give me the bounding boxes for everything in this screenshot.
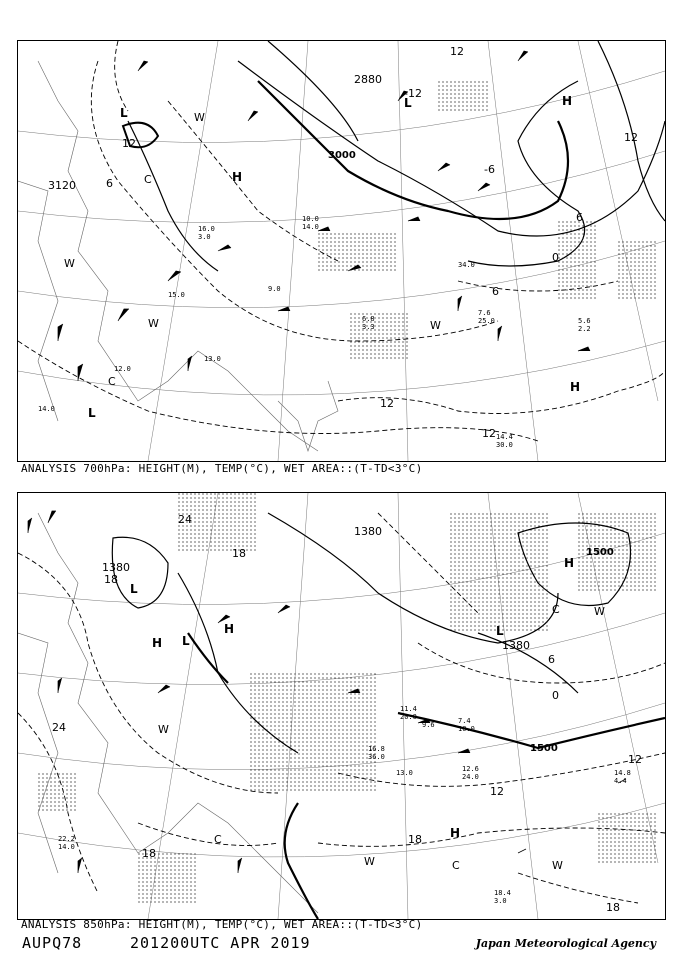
- station-value: 14.0: [58, 843, 75, 851]
- temp-label: 12: [380, 397, 394, 410]
- temp-label: 24: [52, 721, 66, 734]
- temp-label: 12: [122, 137, 136, 150]
- cold-center: C: [144, 173, 152, 186]
- map-850-canvas: [18, 493, 665, 919]
- cold-center: C: [552, 603, 560, 616]
- high-center: H: [152, 636, 163, 650]
- temp-label: 12: [490, 785, 504, 798]
- high-center: H: [232, 170, 243, 184]
- cold-center: C: [214, 833, 222, 846]
- high-center: H: [564, 556, 575, 570]
- temp-label: 6: [106, 177, 113, 190]
- station-value: 3.3: [362, 323, 375, 331]
- temp-label: 18: [408, 833, 422, 846]
- station-value: 36.0: [368, 753, 385, 761]
- station-value: 14.0: [38, 405, 55, 413]
- caption-850hpa: ANALYSIS 850hPa: HEIGHT(M), TEMP(°C), WET AREA::(T-TD<3°C): [21, 918, 423, 931]
- temp-label: 0: [552, 689, 559, 702]
- warm-center: W: [194, 111, 205, 124]
- station-value: 16.0: [198, 225, 215, 233]
- temp-label: -6: [484, 163, 495, 176]
- temp-label: 6: [548, 653, 555, 666]
- station-value: 20.0: [400, 713, 417, 721]
- warm-center: W: [158, 723, 169, 736]
- temp-label: 18: [232, 547, 246, 560]
- temp-label: 18: [104, 573, 118, 586]
- cold-center: C: [452, 859, 460, 872]
- warm-center: W: [148, 317, 159, 330]
- temp-label: 24: [178, 513, 192, 526]
- warm-center: W: [430, 319, 441, 332]
- height-label-3000: 3000: [328, 150, 356, 161]
- height-label-3120: 3120: [48, 179, 76, 192]
- temp-label: 12: [624, 131, 638, 144]
- high-center: H: [450, 826, 461, 840]
- high-center: H: [570, 380, 581, 394]
- warm-center: W: [364, 855, 375, 868]
- low-center: L: [496, 624, 504, 638]
- temp-label: 12: [450, 45, 464, 58]
- station-value: 6.8: [362, 315, 375, 323]
- station-value: 13.0: [204, 355, 221, 363]
- station-value: 14.0: [302, 223, 319, 231]
- high-center: H: [224, 622, 235, 636]
- station-value: 9.0: [268, 285, 281, 293]
- station-value: 3.0: [494, 897, 507, 905]
- station-value: 14.4: [496, 433, 513, 441]
- station-value: 9.6: [422, 721, 435, 729]
- low-center: L: [88, 406, 96, 420]
- agency-credit: Japan Meteorological Agency: [475, 937, 656, 950]
- station-value: 16.8: [368, 745, 385, 753]
- chart-code: AUPQ78: [22, 934, 83, 952]
- height-contour-bold-700: [258, 81, 568, 219]
- station-value: 4.4: [614, 777, 627, 785]
- station-value: 14.8: [614, 769, 631, 777]
- temp-label: 18: [606, 901, 620, 914]
- station-value: 12.6: [462, 765, 479, 773]
- station-value: 3.0: [198, 233, 211, 241]
- low-center: L: [182, 634, 190, 648]
- station-value: 24.0: [462, 773, 479, 781]
- station-value: 18.4: [494, 889, 511, 897]
- caption-700hpa: ANALYSIS 700hPa: HEIGHT(M), TEMP(°C), WET AREA::(T-TD<3°C): [21, 462, 423, 475]
- station-value: 10.0: [302, 215, 319, 223]
- temp-label: 6: [492, 285, 499, 298]
- low-center: L: [120, 106, 128, 120]
- analysis-700hpa-map: [17, 40, 666, 462]
- station-value: 2.2: [578, 325, 591, 333]
- temp-label: 0: [552, 251, 559, 264]
- temp-label: -12: [404, 87, 422, 100]
- height-label-2880: 2880: [354, 73, 382, 86]
- temp-label: 18: [142, 847, 156, 860]
- wet-areas-850: [38, 493, 658, 903]
- station-value: 34.0: [458, 261, 475, 269]
- station-value: 13.0: [396, 769, 413, 777]
- temp-label: 12: [482, 427, 496, 440]
- coastline-700: [18, 61, 338, 451]
- station-value: 10.0: [458, 725, 475, 733]
- low-center: L: [404, 96, 412, 110]
- low-center: L: [130, 582, 138, 596]
- height-label-1380: 1380: [102, 561, 130, 574]
- cold-center: C: [108, 375, 116, 388]
- height-label-1500: 1500: [530, 743, 558, 754]
- station-value: 15.0: [168, 291, 185, 299]
- temp-label: 12: [628, 753, 642, 766]
- warm-center: W: [64, 257, 75, 270]
- warm-center: W: [594, 605, 605, 618]
- station-value: 7.4: [458, 717, 471, 725]
- station-value: 11.4: [400, 705, 417, 713]
- station-value: 30.0: [496, 441, 513, 449]
- map-700-canvas: [18, 41, 665, 461]
- station-value: 5.6: [578, 317, 591, 325]
- warm-center: W: [552, 859, 563, 872]
- height-label-1380: 1380: [354, 525, 382, 538]
- station-value: 22.2: [58, 835, 75, 843]
- high-center: H: [562, 94, 573, 108]
- station-value: 12.0: [114, 365, 131, 373]
- station-value: 25.0: [478, 317, 495, 325]
- height-label-1380: 1380: [502, 639, 530, 652]
- temp-label: 6: [576, 211, 583, 224]
- valid-datetime: 201200UTC APR 2019: [130, 934, 311, 952]
- analysis-850hpa-map: [17, 492, 666, 920]
- station-value: 7.6: [478, 309, 491, 317]
- height-label-1500: 1500: [586, 547, 614, 558]
